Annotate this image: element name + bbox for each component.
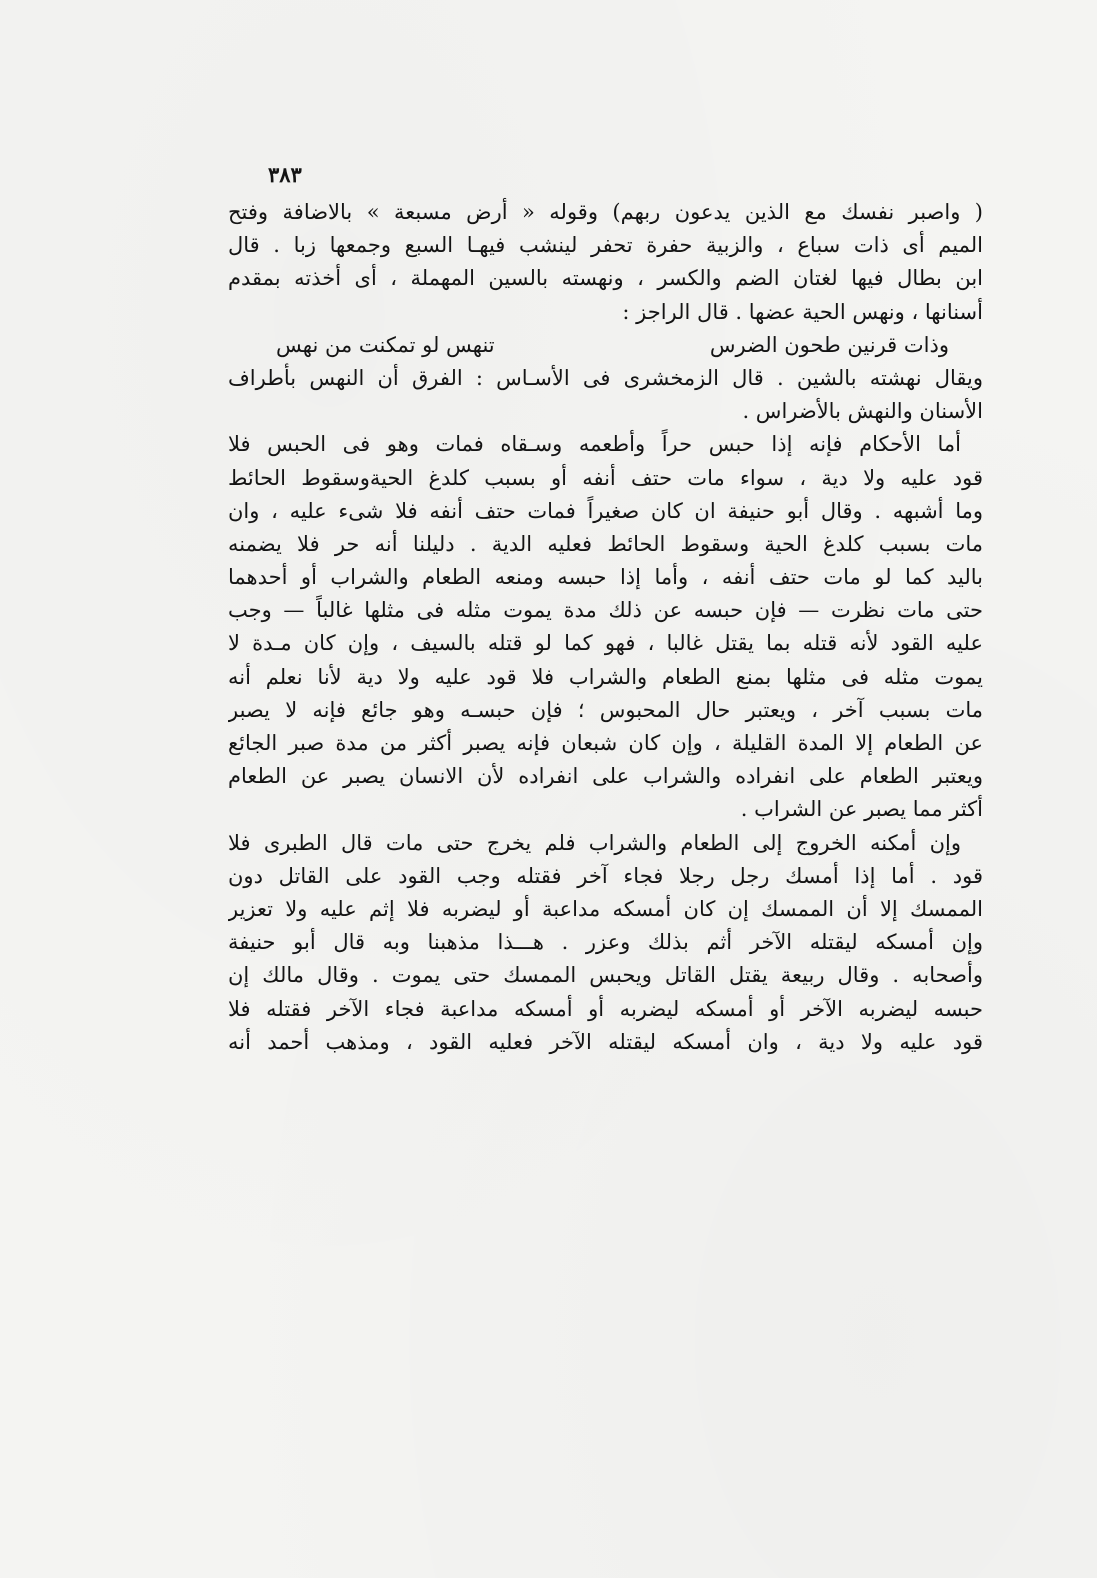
text-line: ابن بطال فيها لغتان الضم والكسر ، ونهسته بالسين المهملة ، أى أخذته بمقدم <box>228 266 983 291</box>
text-line: باليد كما لو مات حتف أنفه ، وأما إذا حبسه ومنعه الطعام والشراب أو أحدهما <box>228 565 983 590</box>
verse-second-hemistich: تنهس لو تمكنت من نهس <box>276 332 495 357</box>
text-line: الممسك إلا أن الممسك إن كان أمسكه مداعبة أو ليضربه فلا إثم عليه ولا تعزير <box>228 896 983 921</box>
text-line: وإن أمكنه الخروج إلى الطعام والشراب فلم يخرج حتى مات قال الطبرى فلا <box>228 830 961 855</box>
text-line: ( واصبر نفسك مع الذين يدعون ربهم) وقوله « أرض مسبعة » بالاضافة وفتح <box>228 200 983 224</box>
text-line: حبسه ليضربه الآخر أو أمسكه ليضربه أو أمسكه مداعبة فجاء الآخر فقتله فلا <box>228 996 983 1021</box>
body-text <box>228 196 983 1059</box>
text-line: وإن أمسكه ليقتله الآخر أثم بذلك وعزر . هـــذا مذهبنا وبه قال أبو حنيفة <box>228 930 983 955</box>
text-line: مات بسبب كلدغ الحية وسقوط الحائط فعليه الدية . دليلنا أنه حر فلا يضمنه <box>228 531 983 556</box>
text-line: ويقال نهشته بالشين . قال الزمخشرى فى الأسـاس : الفرق أن النهس بأطراف <box>228 365 983 390</box>
poetry-verse <box>228 329 983 362</box>
paragraph-1 <box>228 196 983 329</box>
text-line: الأسنان والنهش بالأضراس . <box>742 399 983 424</box>
text-line: وما أشبهه . وقال أبو حنيفة ان كان صغيراً فمات حتف أنفه فلا شىء عليه ، وان <box>228 498 983 523</box>
text-line: قود عليه ولا دية ، وان أمسكه ليقتله الآخر فعليه القود ، ومذهب أحمد أنه <box>228 1029 983 1054</box>
text-line: مات بسبب آخر ، ويعتبر حال المحبوس ؛ فإن حبسـه وهو جائع فإنه لا يصبر <box>228 697 983 722</box>
text-line: قود عليه ولا دية ، سواء مات حتف أنفه أو بسبب كلدغ الحيةوسقوط الحائط <box>228 465 983 490</box>
text-line: وأصحابه . وقال ربيعة يقتل القاتل ويحبس الممسك حتى يموت . وقال مالك إن <box>228 963 983 988</box>
text-line: قود . أما إذا أمسك رجل رجلا فجاء آخر فقتله وجب القود على القاتل دون <box>228 863 983 888</box>
verse-first-hemistich: وذات قرنين طحون الضرس <box>709 332 949 357</box>
text-line: عليه القود لأنه قتله بما يقتل غالبا ، فهو كما لو قتله بالسيف ، وإن كان مـدة لا <box>228 631 983 656</box>
text-line: ويعتبر الطعام على انفراده والشراب على انفراده لأن الانسان يصبر عن الطعام <box>228 764 983 789</box>
paragraph-4 <box>228 827 983 1059</box>
text-line: الميم أى ذات سباع ، والزبية حفرة تحفر لينشب فيهـا السبع وجمعها زبا . قال <box>228 233 983 258</box>
text-line: أسنانها ، ونهس الحية عضها . قال الراجز : <box>622 299 983 324</box>
text-line: عن الطعام إلا المدة القليلة ، وإن كان شبعان فإنه يصبر أكثر من مدة صبر الجائع <box>228 731 983 755</box>
text-line: أما الأحكام فإنه إذا حبس حراً وأطعمه وسـقاه فمات وهو فى الحبس فلا <box>228 432 961 457</box>
text-line: حتى مات نظرت — فإن حبسه عن ذلك مدة يموت مثله فى مثلها غالباً — وجب <box>228 598 983 623</box>
text-line: أكثر مما يصبر عن الشراب . <box>740 797 983 822</box>
paragraph-3 <box>228 428 983 826</box>
page-number: ٣٨٣ <box>268 162 302 187</box>
paragraph-2 <box>228 362 983 428</box>
text-line: يموت مثله فى مثلها بمنع الطعام والشراب فلا قود عليه ولا دية لأنا نعلم أنه <box>228 664 983 689</box>
